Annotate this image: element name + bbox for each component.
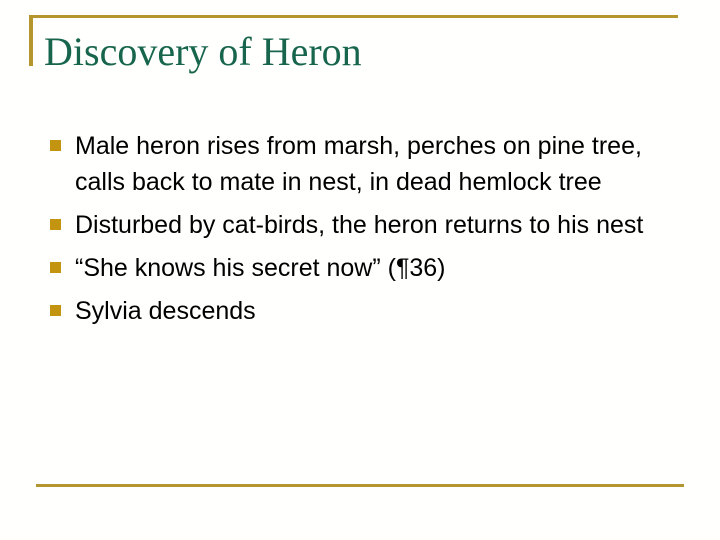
slide-title: Discovery of Heron [44, 29, 362, 74]
bullet-text: Disturbed by cat-birds, the heron returns to his nest [75, 211, 644, 239]
bullet-text: Sylvia descends [75, 297, 256, 325]
bullet-text: Male heron rises from marsh, perches on pine tree, calls back to mate in nest, in dead hemlock tree [75, 132, 642, 196]
bullet-item [75, 207, 675, 243]
title-accent-bar [29, 15, 33, 66]
bullet-square-icon [50, 262, 61, 273]
bottom-rule [36, 484, 684, 487]
bullet-item [75, 250, 675, 286]
bullet-text: “She knows his secret now” (¶36) [75, 254, 446, 282]
bullet-square-icon [50, 219, 61, 230]
bullet-item [75, 128, 675, 200]
bullet-square-icon [50, 140, 61, 151]
bullet-square-icon [50, 305, 61, 316]
bullet-item [75, 293, 675, 329]
bullet-list [75, 128, 675, 336]
top-rule [29, 15, 678, 18]
